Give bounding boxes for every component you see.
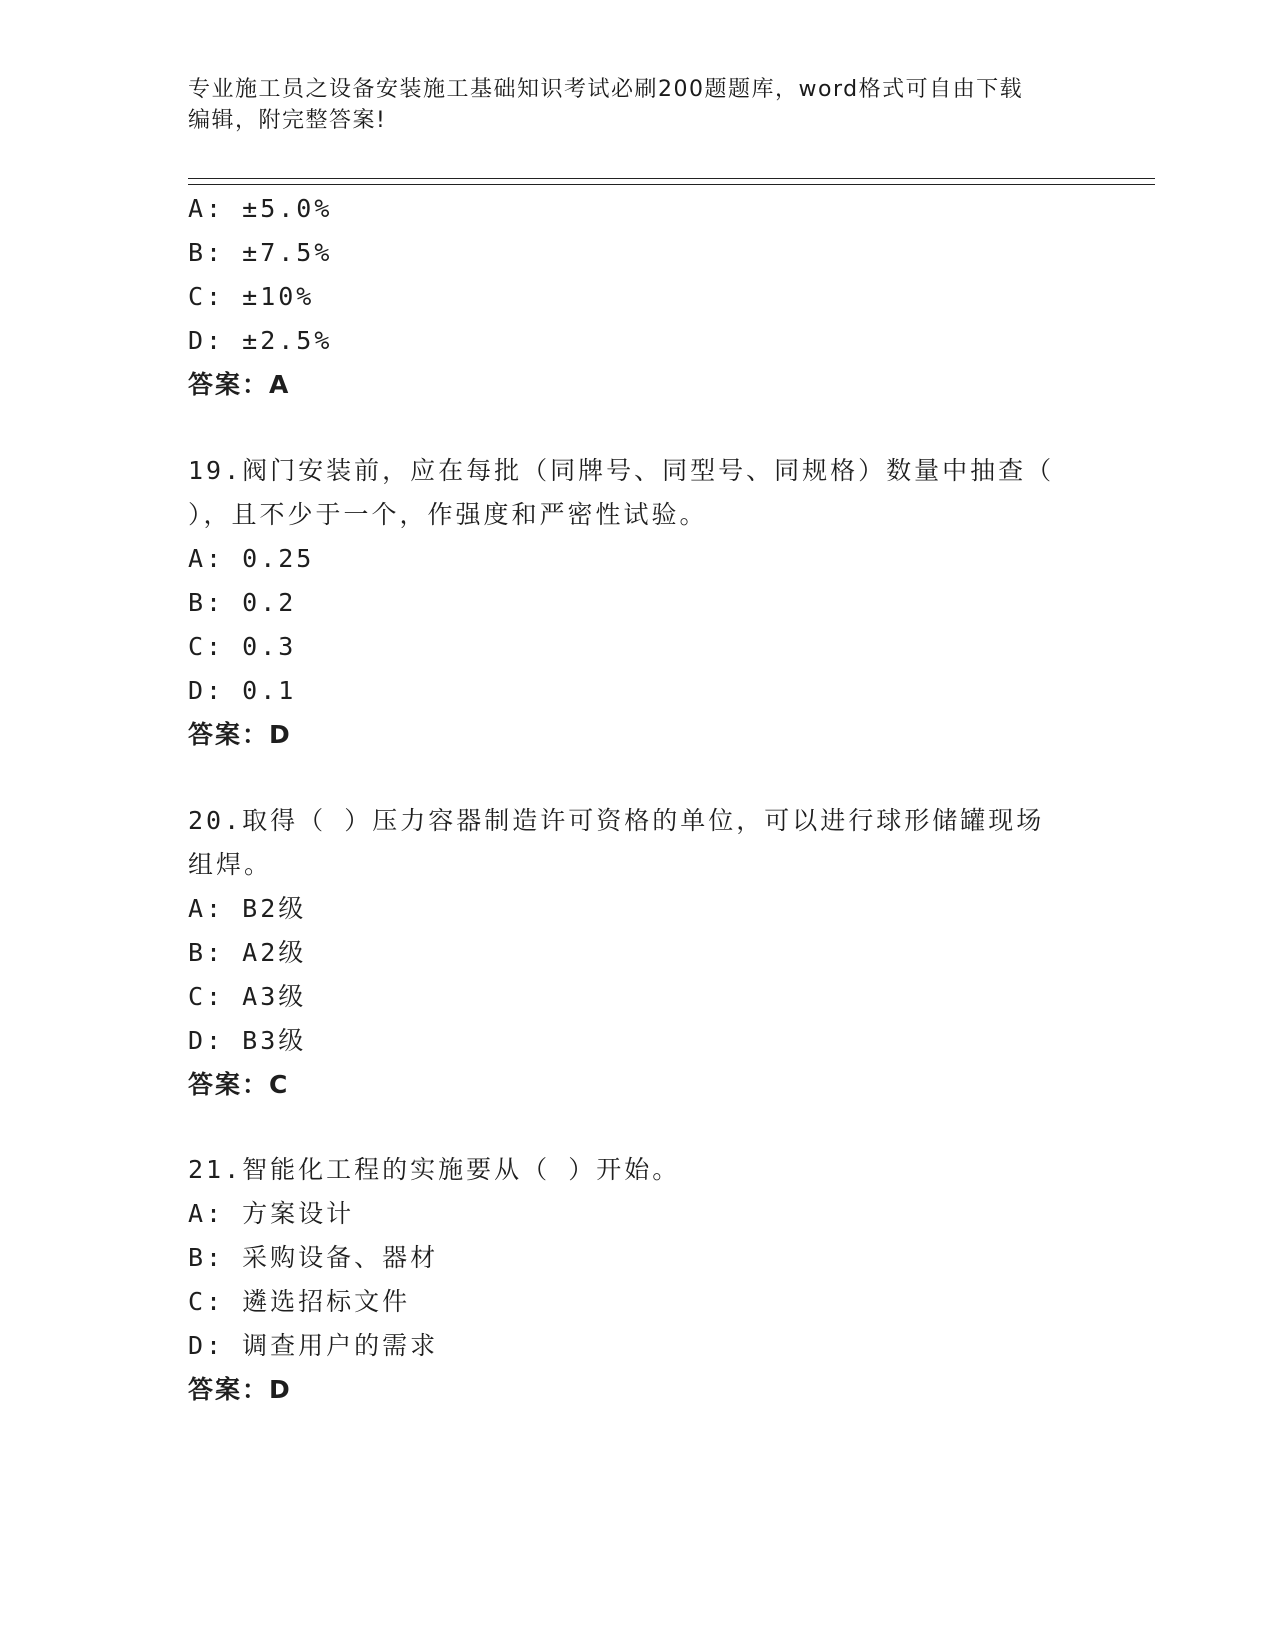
- q18-option-b: B: ±7.5%: [188, 238, 333, 267]
- q20-option-c: C: A3级: [188, 982, 307, 1011]
- q20-option-a: A: B2级: [188, 894, 307, 923]
- q19-question-line1: 19.阀门安装前，应在每批（同牌号、同型号、同规格）数量中抽查（: [188, 456, 1055, 485]
- q19-option-b: B: 0.2: [188, 588, 297, 617]
- q18-option-d: D: ±2.5%: [188, 326, 333, 355]
- q19-option-a: A: 0.25: [188, 544, 315, 573]
- q21-option-c: C: 遴选招标文件: [188, 1287, 411, 1316]
- q21-answer: 答案：D: [188, 1375, 292, 1404]
- header-title-line1: 专业施工员之设备安装施工基础知识考试必刷200题题库，word格式可自由下载: [188, 77, 1024, 102]
- q18-answer: 答案：A: [188, 370, 291, 399]
- q21-option-a: A: 方案设计: [188, 1199, 355, 1228]
- header-title-line2: 编辑，附完整答案!: [188, 108, 387, 133]
- q19-option-c: C: 0.3: [188, 632, 297, 661]
- q21-option-d: D: 调查用户的需求: [188, 1331, 439, 1360]
- q19-option-d: D: 0.1: [188, 676, 297, 705]
- q19-question-line2: ），且不少于一个，作强度和严密性试验。: [188, 500, 708, 529]
- q20-option-d: D: B3级: [188, 1026, 307, 1055]
- document-header: [188, 74, 1088, 136]
- q18-option-a: A: ±5.0%: [188, 194, 333, 223]
- header-divider-bottom: [188, 184, 1155, 185]
- q21-option-b: B: 采购设备、器材: [188, 1243, 439, 1272]
- q20-answer: 答案：C: [188, 1070, 290, 1099]
- q21-question-line1: 21.智能化工程的实施要从（ ）开始。: [188, 1155, 681, 1184]
- q19-answer: 答案：D: [188, 720, 292, 749]
- q18-option-c: C: ±10%: [188, 282, 315, 311]
- q20-question-line1: 20.取得（ ）压力容器制造许可资格的单位，可以进行球形储罐现场: [188, 806, 1045, 835]
- q20-question-line2: 组焊。: [188, 850, 273, 879]
- header-divider-top: [188, 178, 1155, 179]
- q20-option-b: B: A2级: [188, 938, 307, 967]
